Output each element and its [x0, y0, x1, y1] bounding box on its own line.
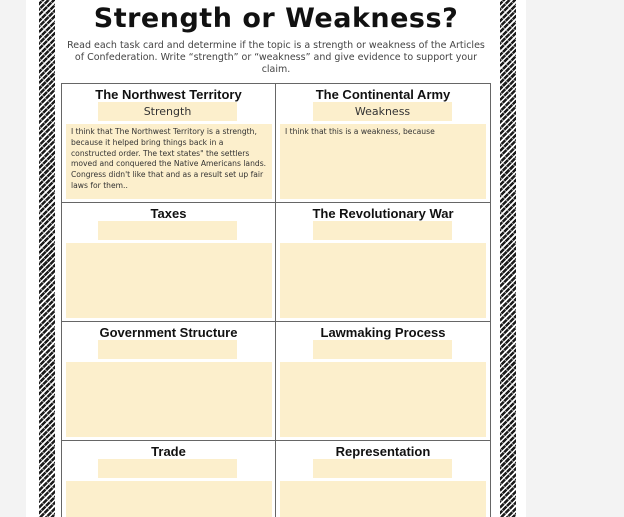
page-title: Strength or Weakness?	[93, 3, 459, 34]
answer-field[interactable]	[313, 221, 452, 240]
answer-field[interactable]	[313, 340, 452, 359]
task-card-northwest-territory	[62, 84, 276, 203]
answer-field[interactable]	[98, 459, 237, 478]
card-title: Representation	[335, 444, 431, 459]
task-card-revolutionary-war	[276, 203, 490, 322]
decorative-border-left	[39, 0, 55, 517]
answer-field[interactable]: Strength	[98, 102, 237, 121]
task-card-continental-army	[276, 84, 490, 203]
card-title: The Northwest Territory	[95, 87, 242, 102]
card-title: Lawmaking Process	[320, 325, 446, 340]
card-title: The Continental Army	[315, 87, 451, 102]
answer-field[interactable]	[313, 459, 452, 478]
task-card-grid	[61, 83, 491, 517]
task-card-trade	[62, 441, 276, 517]
evidence-field[interactable]	[66, 243, 272, 318]
card-title: Taxes	[150, 206, 187, 221]
evidence-field[interactable]	[66, 362, 272, 437]
evidence-field[interactable]: I think that this is a weakness, because	[280, 124, 486, 199]
evidence-field[interactable]	[280, 481, 486, 517]
card-title: The Revolutionary War	[312, 206, 454, 221]
evidence-field[interactable]	[66, 481, 272, 517]
worksheet-page	[26, 0, 526, 517]
instructions: Read each task card and determine if the topic is a strength or weakness of the Articles of Confederation. Write “strength” or “weakness” and give evidence to support your claim.	[67, 40, 485, 75]
task-card-lawmaking-process	[276, 322, 490, 441]
task-card-taxes	[62, 203, 276, 322]
task-card-representation	[276, 441, 490, 517]
answer-field[interactable]: Weakness	[313, 102, 452, 121]
task-card-government-structure	[62, 322, 276, 441]
decorative-border-right	[500, 0, 516, 517]
card-title: Government Structure	[99, 325, 238, 340]
answer-field[interactable]	[98, 340, 237, 359]
evidence-field[interactable]	[280, 243, 486, 318]
answer-field[interactable]	[98, 221, 237, 240]
evidence-field[interactable]	[280, 362, 486, 437]
card-title: Trade	[151, 444, 186, 459]
evidence-field[interactable]: I think that The Northwest Territory is a strength, because it helped bring things back in a constructed order. The text states" the settlers moved and conquered the Native Americans lands. Congress didn't like that and as a result set up fair laws for them..	[66, 124, 272, 199]
